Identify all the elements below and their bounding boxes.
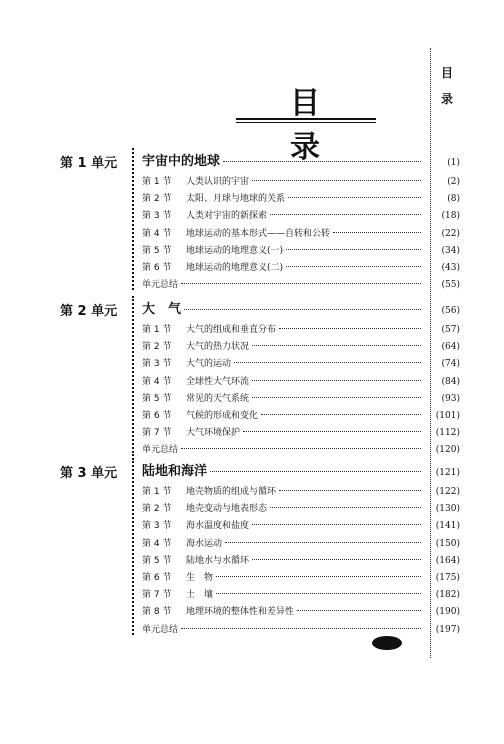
section-title: 地球运动的基本形式——自转和公转 [186, 228, 331, 239]
title-underline-thin [236, 122, 376, 123]
page-number: (175) [435, 573, 460, 583]
page-number: (43) [441, 263, 460, 273]
page-title: 目 录 [290, 86, 350, 165]
toc-entry[interactable] [142, 553, 460, 566]
page-number: (64) [441, 342, 460, 353]
toc-entry[interactable] [142, 587, 460, 600]
section-title: 大气的组成和垂直分布 [186, 325, 277, 335]
section-title: 地壳物质的组成与循环 [186, 487, 277, 497]
leader-dots [270, 214, 421, 215]
toc-entry[interactable] [142, 191, 460, 204]
page-number: (57) [441, 325, 460, 335]
leader-dots [181, 628, 421, 629]
page-number: (84) [441, 376, 460, 387]
section-number: 第 6 节 [142, 263, 172, 273]
unit-title-entry[interactable] [142, 298, 460, 317]
section-number: 第 2 节 [142, 504, 172, 515]
leader-dots [333, 232, 421, 233]
toc-entry[interactable] [142, 408, 460, 421]
section-number: 第 5 节 [142, 245, 172, 256]
section-title: 太阳、月球与地球的关系 [186, 194, 286, 205]
leader-dots [261, 414, 421, 415]
section-number: 第 1 节 [142, 177, 172, 187]
toc-entry[interactable] [142, 442, 460, 455]
section-title: 地壳变动与地表形态 [186, 504, 268, 515]
section-number: 第 2 节 [142, 194, 172, 205]
section-title: 单元总结 [142, 445, 179, 456]
unit-label: 第 3 单元 [60, 466, 118, 481]
section-title: 海水运动 [186, 538, 223, 549]
page-number: (141) [435, 521, 460, 532]
toc-entry[interactable] [142, 391, 460, 404]
page-number: (93) [441, 393, 460, 404]
unit-vertical-rule [132, 148, 137, 290]
section-number: 第 5 节 [142, 393, 172, 404]
page-number: (150) [435, 538, 460, 549]
toc-entry[interactable] [142, 260, 460, 273]
section-title: 地球运动的地理意义(二) [186, 263, 284, 273]
leader-dots [252, 524, 421, 525]
section-title: 气候的形成和变化 [186, 411, 259, 421]
section-number: 第 5 节 [142, 555, 172, 566]
toc-entry[interactable] [142, 536, 460, 549]
page-number: (120) [435, 445, 460, 456]
page-number: (74) [441, 359, 460, 370]
toc-entry[interactable] [142, 484, 460, 497]
section-title: 人类对宇宙的新探索 [186, 211, 268, 222]
title-underline [236, 118, 376, 120]
unit-label: 第 2 单元 [60, 304, 118, 319]
side-tab [440, 60, 454, 112]
page-number: (22) [441, 228, 460, 239]
unit-label: 第 1 单元 [60, 156, 118, 171]
section-number: 第 4 节 [142, 228, 172, 239]
page-number: (34) [441, 245, 460, 256]
page-number: (190) [435, 607, 460, 618]
section-number: 第 4 节 [142, 376, 172, 387]
section-number: 第 2 节 [142, 342, 172, 353]
leader-dots [270, 507, 421, 508]
leader-dots [223, 161, 421, 162]
toc-entry[interactable] [142, 277, 460, 290]
leader-dots [279, 490, 421, 491]
leader-dots [252, 397, 421, 398]
side-tab-char: 录 [440, 92, 453, 106]
page-number: (130) [435, 504, 460, 515]
section-title: 常见的天气系统 [186, 393, 250, 404]
section-title: 土 壤 [186, 590, 214, 601]
unit-title: 宇宙中的地球 [142, 154, 221, 169]
leader-dots [288, 197, 421, 198]
toc-entry[interactable] [142, 226, 460, 239]
section-number: 第 8 节 [142, 607, 172, 618]
unit-title-entry[interactable] [142, 460, 460, 479]
leader-dots [286, 249, 421, 250]
toc-entry[interactable] [142, 243, 460, 256]
section-number: 第 3 节 [142, 211, 172, 222]
unit-title: 大 气 [142, 302, 182, 317]
page-number: (8) [447, 194, 460, 205]
toc-entry[interactable] [142, 174, 460, 187]
section-title: 全球性大气环流 [186, 376, 250, 387]
page-number: (18) [441, 211, 460, 222]
unit-vertical-rule [132, 296, 137, 456]
section-number: 第 7 节 [142, 590, 172, 601]
section-title: 地理环境的整体性和差异性 [186, 607, 295, 618]
section-number: 第 3 节 [142, 359, 172, 370]
page-number: (112) [435, 428, 460, 439]
toc-entry[interactable] [142, 339, 460, 352]
section-title: 单元总结 [142, 624, 179, 635]
leader-dots [216, 593, 421, 594]
toc-entry[interactable] [142, 374, 460, 387]
section-title: 生 物 [186, 573, 214, 583]
page-number: (101) [435, 411, 460, 421]
page-number: (56) [441, 306, 460, 316]
unit-vertical-rule [132, 458, 137, 635]
section-title: 大气环境保护 [186, 428, 241, 439]
leader-dots [234, 362, 421, 363]
unit-title-entry[interactable] [142, 150, 460, 169]
page-number: (122) [435, 487, 460, 497]
section-title: 人类认识的宇宙 [186, 177, 250, 187]
section-title: 单元总结 [142, 280, 179, 291]
page-number: (121) [435, 468, 460, 478]
section-number: 第 3 节 [142, 521, 172, 532]
section-title: 大气的热力状况 [186, 342, 250, 353]
toc-entry[interactable] [142, 208, 460, 221]
section-number: 第 6 节 [142, 411, 172, 421]
leader-dots [286, 266, 421, 267]
leader-dots [181, 448, 421, 449]
toc-entry[interactable] [142, 501, 460, 514]
leader-dots [297, 610, 421, 611]
section-number: 第 1 节 [142, 487, 172, 497]
margin-dotted-rule [430, 48, 431, 658]
toc-entry[interactable] [142, 518, 460, 531]
toc-entry[interactable] [142, 425, 460, 438]
toc-entry[interactable] [142, 356, 460, 369]
page-number: (164) [435, 555, 460, 566]
section-title: 海水温度和盐度 [186, 521, 250, 532]
toc-entry[interactable] [142, 604, 460, 617]
section-number: 第 7 节 [142, 428, 172, 439]
unit-title: 陆地和海洋 [142, 464, 208, 479]
page-number: (2) [447, 177, 460, 187]
leader-dots [252, 559, 421, 560]
leader-dots [252, 380, 421, 381]
leader-dots [225, 542, 421, 543]
side-tab-char: 目 [440, 66, 453, 80]
leader-dots [181, 283, 421, 284]
toc-entry[interactable] [142, 322, 460, 335]
page-number-blob [372, 636, 402, 650]
section-title: 陆地水与水循环 [186, 555, 250, 566]
leader-dots [279, 328, 421, 329]
page-number: (197) [435, 624, 460, 635]
leader-dots [243, 431, 421, 432]
section-number: 第 6 节 [142, 573, 172, 583]
page-number: (1) [447, 158, 460, 168]
leader-dots [252, 180, 421, 181]
leader-dots [252, 345, 421, 346]
toc-entry[interactable] [142, 622, 460, 635]
section-number: 第 1 节 [142, 325, 172, 335]
section-number: 第 4 节 [142, 538, 172, 549]
leader-dots [184, 309, 421, 310]
toc-entry[interactable] [142, 570, 460, 583]
page-number: (182) [435, 590, 460, 601]
leader-dots [210, 471, 421, 472]
section-title: 地球运动的地理意义(一) [186, 245, 284, 256]
leader-dots [216, 576, 421, 577]
section-title: 大气的运动 [186, 359, 232, 370]
page-number: (55) [441, 280, 460, 291]
